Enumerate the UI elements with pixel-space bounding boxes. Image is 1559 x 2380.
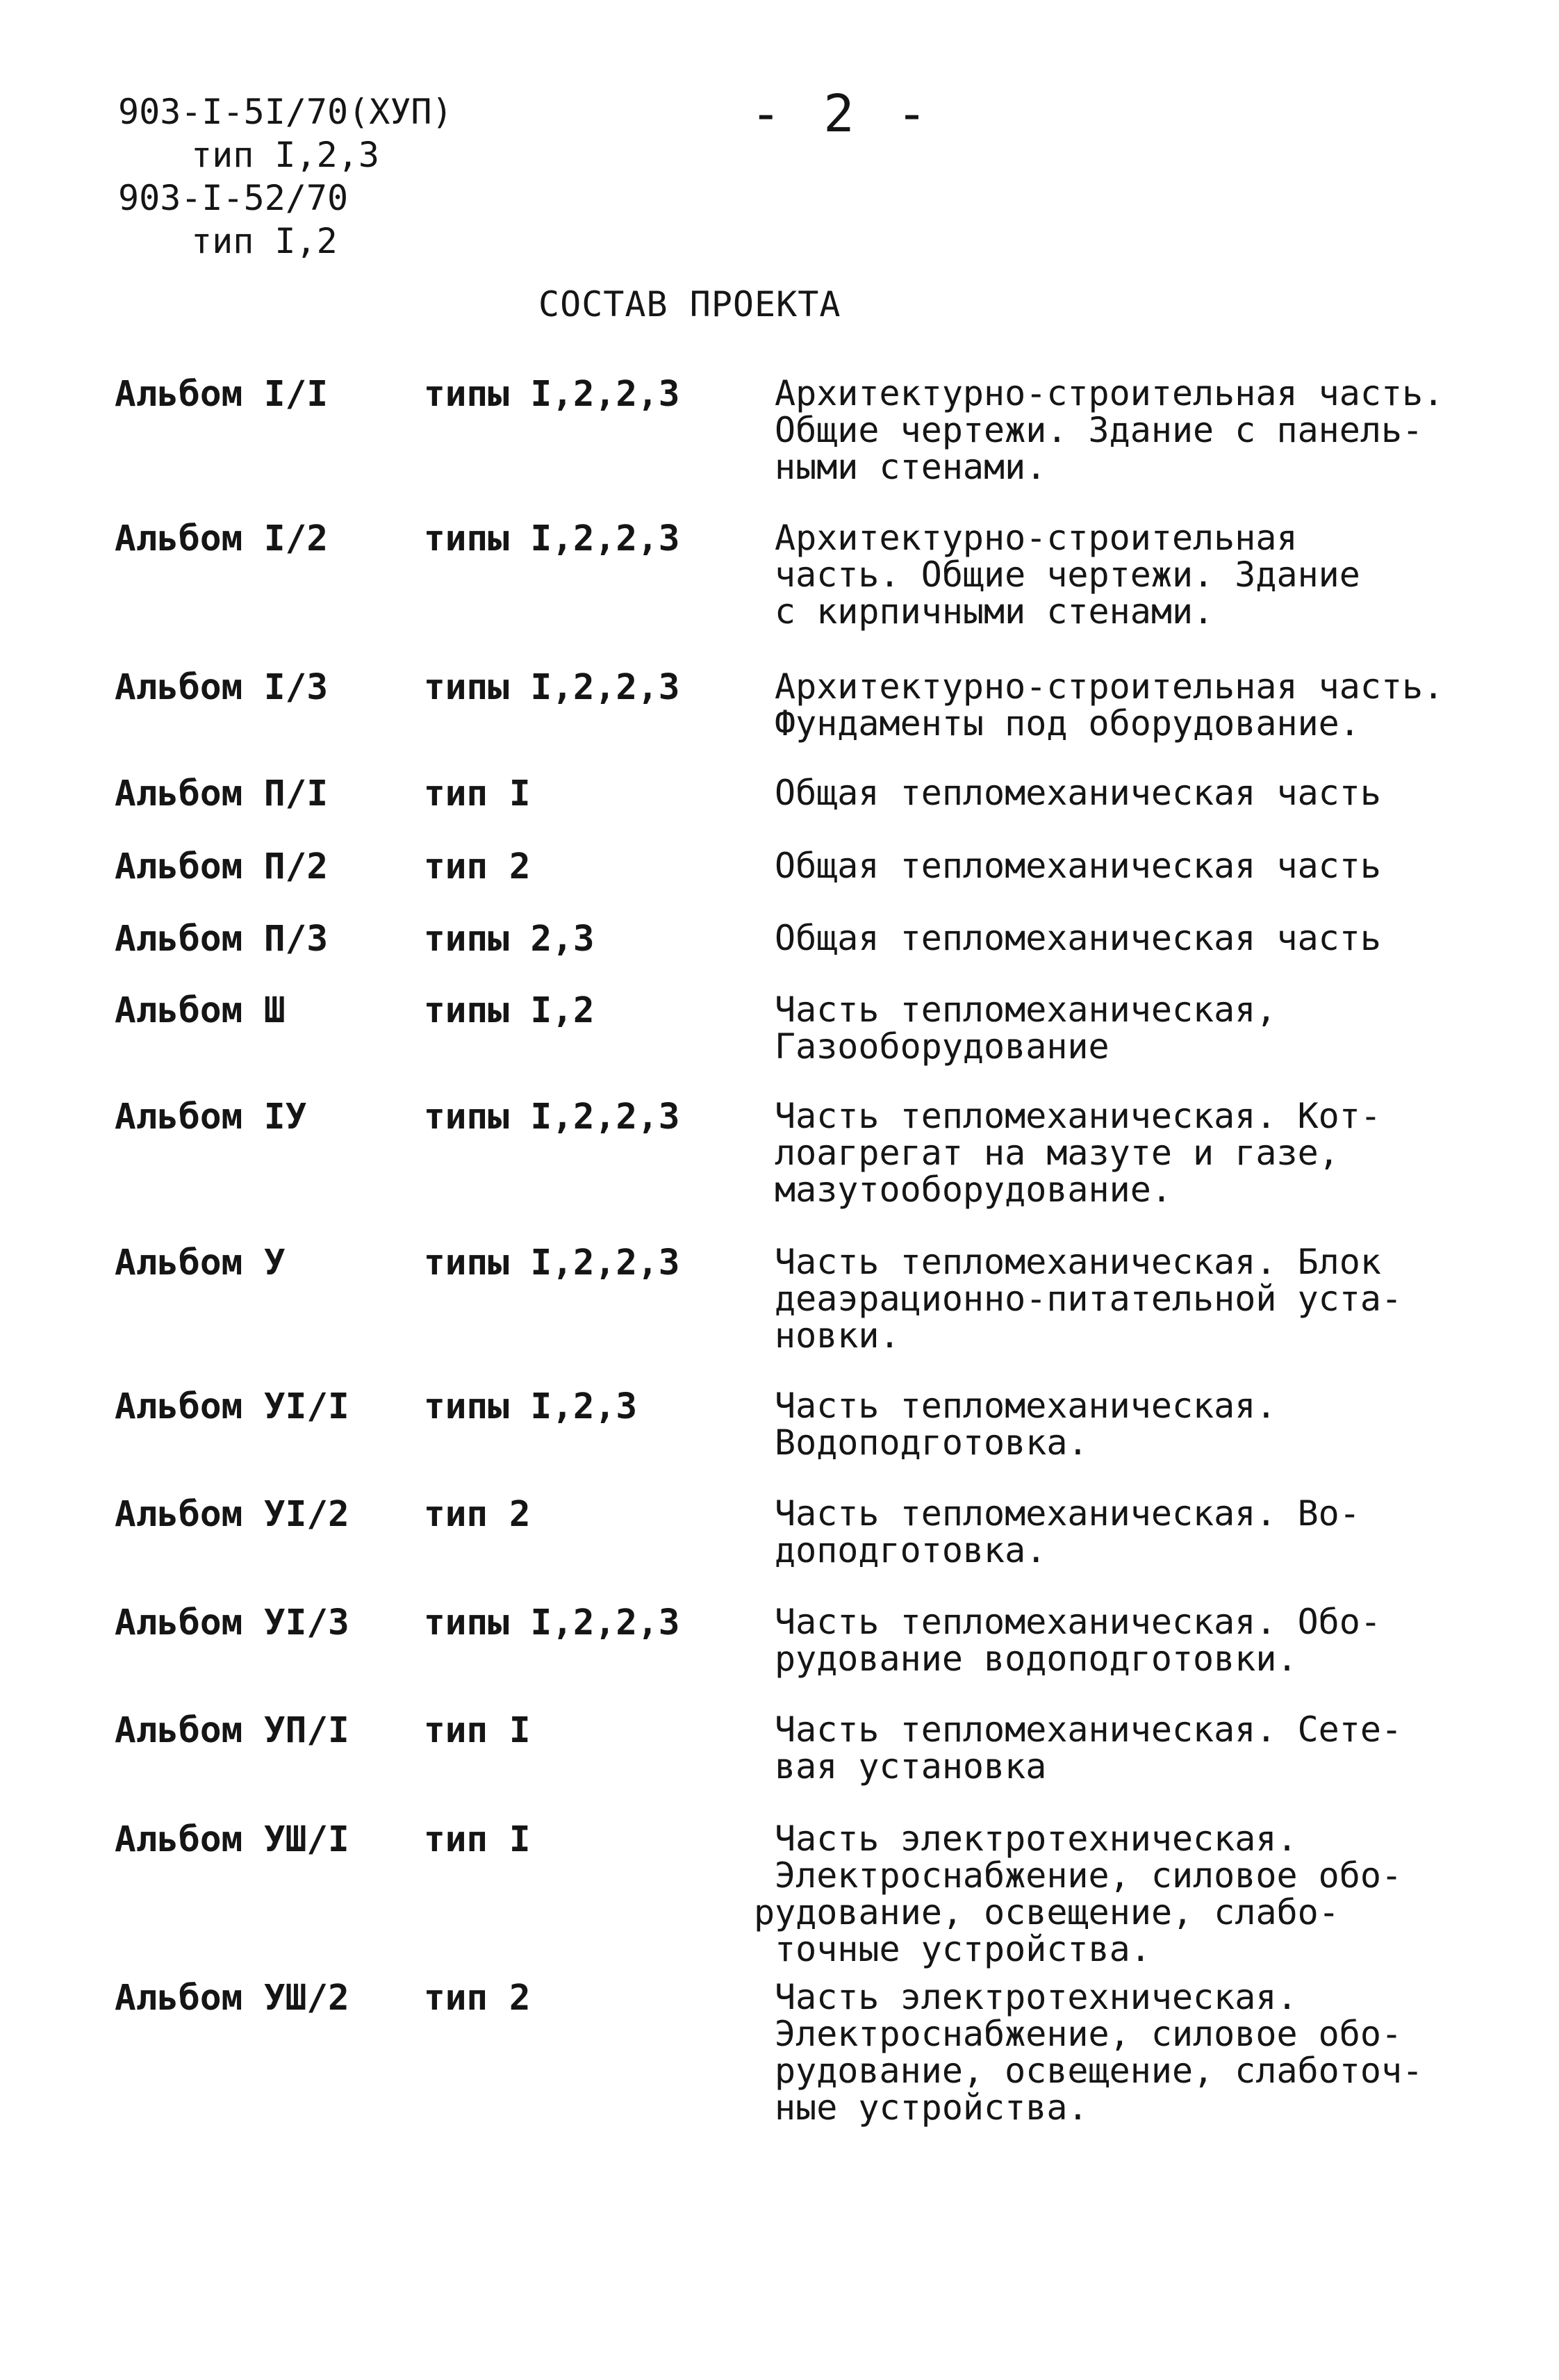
types-label: типы 2,3 [424, 919, 595, 960]
album-label: Альбом УШ/2 [115, 1978, 349, 2019]
description-line: Фундаменты под оборудование. [775, 703, 1360, 744]
description-line: деаэрационно-питательной уста- [775, 1279, 1403, 1319]
album-label: Альбом УI/I [115, 1386, 349, 1427]
description-line: Часть электротехническая. [775, 1977, 1298, 2017]
description-line: Электроснабжение, силовое обо- [775, 2014, 1403, 2054]
description-line: мазутооборудование. [775, 1170, 1172, 1210]
description-line: Часть тепломеханическая. Сете- [775, 1709, 1403, 1750]
description-line: Общая тепломеханическая часть [775, 773, 1381, 813]
description-line: лоагрегат на мазуте и газе, [775, 1133, 1339, 1173]
description-line: часть. Общие чертежи. Здание [775, 555, 1360, 595]
description-line: Общая тепломеханическая часть [775, 846, 1381, 886]
description-block [775, 1979, 1497, 2126]
description-block [754, 1819, 1497, 1969]
description-block [775, 1098, 1497, 1208]
description-line: Часть тепломеханическая. Во- [775, 1493, 1360, 1534]
types-label: тип I [424, 773, 531, 814]
document-code-line: тип I,2 [191, 221, 338, 261]
album-label: Альбом УI/3 [115, 1602, 349, 1643]
description-block [775, 1388, 1497, 1461]
description-line: Архитектурно-строительная часть. [775, 666, 1444, 707]
types-label: типы I,2,2,3 [424, 1242, 680, 1283]
types-label: тип I [424, 1710, 531, 1751]
description-line: точные устройства. [775, 1929, 1151, 1969]
description-line: Часть тепломеханическая, [775, 990, 1277, 1030]
description-line: Архитектурно-строительная часть. [775, 373, 1444, 413]
description-block [775, 1709, 1497, 1787]
description-line: доподготовка. [775, 1530, 1047, 1570]
description-block [775, 775, 1497, 812]
description-line: Часть тепломеханическая. Блок [775, 1242, 1381, 1282]
page-title: СОСТАВ ПРОЕКТА [538, 284, 841, 325]
album-label: Альбом УШ/I [115, 1819, 349, 1860]
description-block [775, 920, 1497, 957]
document-code-line: 903-I-5I/70(ХУП) [118, 92, 453, 132]
album-label: Альбом I/3 [115, 667, 329, 708]
album-label: Альбом УI/2 [115, 1494, 349, 1535]
document-code-line: 903-I-52/70 [118, 178, 349, 218]
description-line: Водоподготовка. [775, 1422, 1089, 1463]
description-line: Электроснабжение, силовое обо- [775, 1855, 1403, 1896]
album-label: Альбом I/2 [115, 518, 329, 559]
types-label: типы I,2,3 [424, 1386, 638, 1427]
album-label: Альбом П/3 [115, 919, 329, 960]
description-block [775, 668, 1497, 742]
types-label: тип 2 [424, 846, 531, 887]
document-code-line: тип I,2,3 [191, 135, 379, 175]
description-block [775, 848, 1497, 885]
description-line: Часть тепломеханическая. Обо- [775, 1602, 1381, 1642]
description-line: рудование, освещение, слаботоч- [775, 2051, 1424, 2091]
description-line: ные устройства. [775, 2087, 1089, 2128]
album-label: Альбом IУ [115, 1097, 307, 1138]
types-label: типы I,2 [424, 990, 595, 1031]
description-line: вая установка [775, 1746, 1047, 1787]
description-line: рудование водоподготовки. [775, 1639, 1298, 1679]
types-label: типы I,2,2,3 [424, 1097, 680, 1138]
description-line: Архитектурно-строительная [775, 518, 1298, 558]
description-line: с кирпичными стенами. [775, 591, 1214, 632]
album-label: Альбом У [115, 1242, 286, 1283]
description-line: рудование, освещение, слабо- [754, 1892, 1339, 1932]
description-line: Общая тепломеханическая часть [775, 918, 1381, 958]
description-line: ными стенами. [775, 447, 1047, 487]
album-label: Альбом I/I [115, 374, 329, 415]
description-line: Часть электротехническая. [775, 1819, 1298, 1859]
description-line: Часть тепломеханическая. [775, 1386, 1277, 1426]
types-label: тип 2 [424, 1494, 531, 1535]
types-label: типы I,2,2,3 [424, 518, 680, 559]
description-block [775, 1495, 1497, 1569]
types-label: тип 2 [424, 1978, 531, 2019]
album-label: Альбом П/2 [115, 846, 329, 887]
description-line: новки. [775, 1315, 900, 1356]
album-label: Альбом УП/I [115, 1710, 349, 1751]
types-label: типы I,2,2,3 [424, 1602, 680, 1643]
description-line: Часть тепломеханическая. Кот- [775, 1096, 1381, 1136]
description-line: Газооборудование [775, 1026, 1110, 1067]
types-label: типы I,2,2,3 [424, 667, 680, 708]
types-label: типы I,2,2,3 [424, 374, 680, 415]
description-block [775, 375, 1497, 486]
description-block [775, 992, 1497, 1065]
page-number: - 2 - [750, 84, 933, 144]
description-line: Общие чертежи. Здание с панель- [775, 410, 1424, 450]
description-block [775, 1244, 1497, 1354]
description-block [775, 1604, 1497, 1677]
album-label: Альбом П/I [115, 773, 329, 814]
description-block [775, 520, 1497, 630]
album-label: Альбом Ш [115, 990, 286, 1031]
types-label: тип I [424, 1819, 531, 1860]
